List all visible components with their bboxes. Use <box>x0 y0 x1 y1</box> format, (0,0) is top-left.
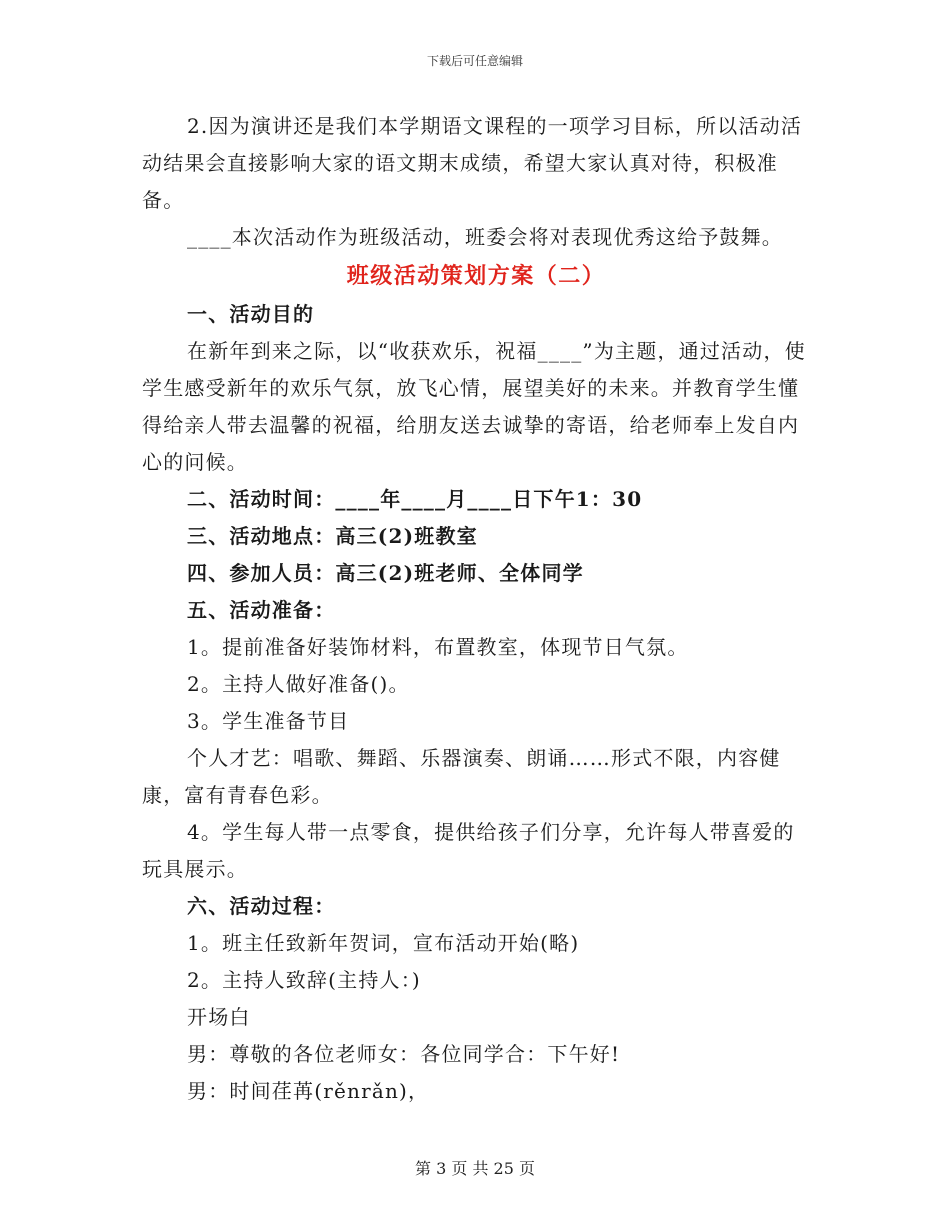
list-item: 1。班主任致新年贺词，宣布活动开始(略) <box>187 931 580 955</box>
heading-preparation: 五、活动准备： <box>187 598 336 622</box>
document-body <box>142 108 810 1110</box>
paragraph-talent: 个人才艺：唱歌、舞蹈、乐器演奏、朗诵……形式不限，内容健康，富有青春色彩。 <box>142 746 781 807</box>
list-item: 2。主持人致辞(主持人：) <box>187 968 421 992</box>
list-item: 2。主持人做好准备()。 <box>187 672 410 696</box>
section-title: 班级活动策划方案（二） <box>346 263 606 289</box>
dialogue-line: 男：时间荏苒(rěnrǎn)， <box>187 1079 430 1103</box>
list-item: 3。学生准备节目 <box>187 709 350 733</box>
page-header: 下载后可任意编辑 <box>426 54 523 68</box>
heading-process: 六、活动过程： <box>187 894 336 918</box>
page-footer: 第 3 页 共 25 页 <box>415 1159 535 1178</box>
heading-purpose: 一、活动目的 <box>187 302 315 326</box>
dialogue-line: 男：尊敬的各位老师女：各位同学合：下午好! <box>187 1042 621 1066</box>
paragraph-opening: 开场白 <box>187 1005 251 1029</box>
paragraph-speech-goal: 2.因为演讲还是我们本学期语文课程的一项学习目标，所以活动活动结果会直接影响大家的语文期末成绩，希望大家认真对待，积极准备。 <box>142 114 803 212</box>
paragraph-encouragement: ____本次活动作为班级活动，班委会将对表现优秀这给予鼓舞。 <box>187 225 783 249</box>
heading-location: 三、活动地点：高三(2)班教室 <box>187 524 478 548</box>
heading-time: 二、活动时间：____年____月____日下午1：30 <box>187 487 643 511</box>
list-item: 1。提前准备好装饰材料，布置教室，体现节日气氛。 <box>187 635 689 659</box>
paragraph-purpose: 在新年到来之际，以“收获欢乐，祝福____”为主题，通过活动，使学生感受新年的欢乐气氛，放飞心情，展望美好的未来。并教育学生懂得给亲人带去温馨的祝福，给朋友送去诚挚的寄语，给老师奉上发自内心的问候。 <box>142 339 806 474</box>
heading-participants: 四、参加人员：高三(2)班老师、全体同学 <box>187 561 584 585</box>
list-item: 4。学生每人带一点零食，提供给孩子们分享，允许每人带喜爱的玩具展示。 <box>142 820 795 881</box>
